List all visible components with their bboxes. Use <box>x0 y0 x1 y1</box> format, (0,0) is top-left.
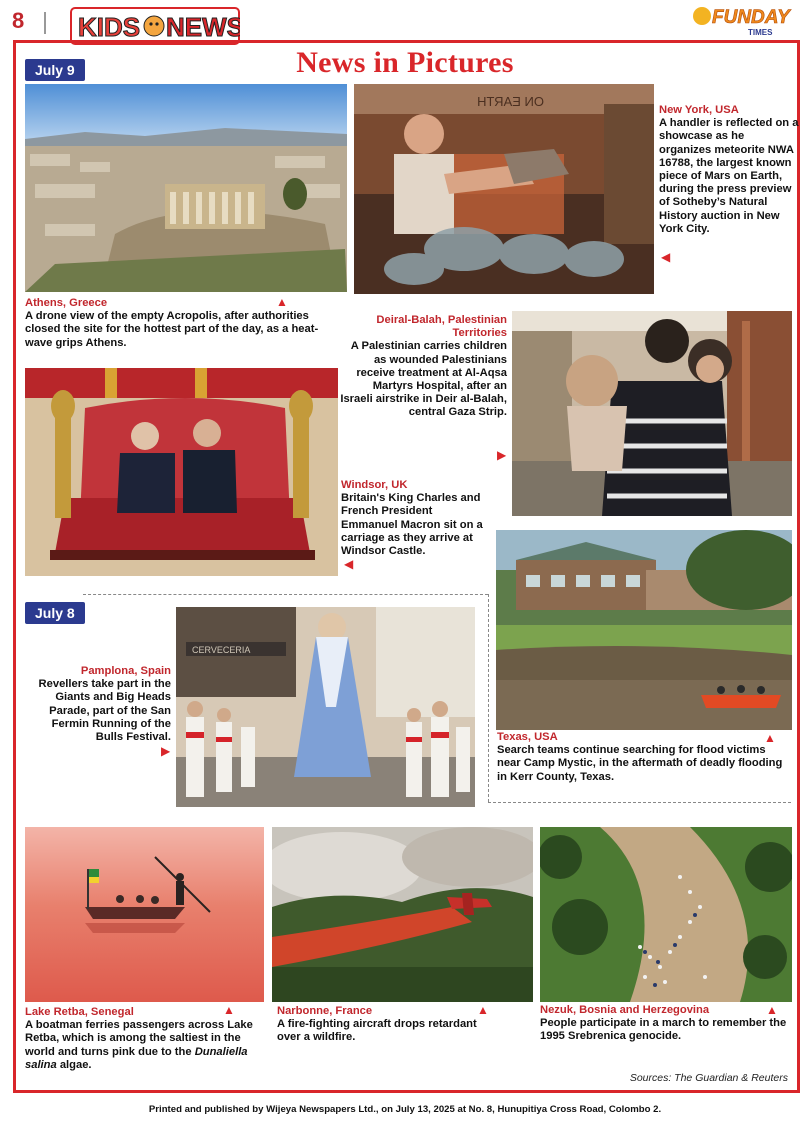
pointer-right-icon-2: ▶ <box>161 744 171 758</box>
location-gaza: Deiral-Balah, Palestinian Territories <box>376 314 507 340</box>
pointer-left-icon-2: ◀ <box>344 557 354 571</box>
caption-new-york <box>659 104 799 236</box>
text-texas: Search teams continue searching for flood victims near Camp Mystic, in the aftermath of deadly flooding in Kerr County, Texas. <box>497 744 783 783</box>
pointer-up-icon-5: ▲ <box>766 1003 778 1017</box>
caption-senegal <box>25 1006 265 1072</box>
divider-dashed-top <box>83 594 488 595</box>
text-nezuk: People participate in a march to remember the 1995 Srebrenica genocide. <box>540 1017 787 1043</box>
text-athens: A drone view of the empty Acropolis, after authorities closed the site for the hottest part of the day, as a heat-wave grips Athens. <box>25 310 319 349</box>
photo-texas-flood <box>496 530 792 730</box>
photo-narbonne-wildfire <box>272 827 533 1002</box>
pointer-left-icon: ◀ <box>661 250 671 264</box>
location-narbonne: Narbonne, France <box>277 1005 373 1017</box>
location-pamplona: Pamplona, Spain <box>80 665 171 677</box>
text-narbonne: A fire-fighting aircraft drops retardant over a wildfire. <box>277 1018 477 1044</box>
text-senegal-1: A boatman ferries passengers across Lake Retba, which is among the saltiest in the world and turns pink due to the <box>25 1019 253 1058</box>
location-senegal: Lake Retba, Senegal <box>25 1006 134 1018</box>
text-senegal-italic: Dunaliella salina <box>25 1045 248 1071</box>
text-gaza: A Palestinian carries children as wounded Palestinians receive treatment at Al-Aqsa Martyrs Hospital, after an Israeli airstrike in Deir al-Balah, central Gaza Strip. <box>340 340 507 419</box>
photo-new-york-meteorite <box>354 84 654 294</box>
caption-narbonne <box>277 1005 497 1045</box>
text-senegal-2: algae. <box>59 1058 92 1071</box>
svg-text:FUNDAY: FUNDAY <box>712 7 790 28</box>
photo-pamplona-parade <box>176 607 475 807</box>
caption-windsor <box>341 479 491 558</box>
pointer-up-icon-4: ▲ <box>477 1003 489 1017</box>
location-new-york: New York, USA <box>659 104 739 116</box>
photo-windsor-carriage <box>25 368 338 576</box>
date-badge-july-8: July 8 <box>25 602 85 624</box>
photo-nezuk-march <box>540 827 792 1002</box>
text-new-york: A handler is reflected on a showcase as he organizes meteorite NWA 16788, the largest known piece of Mars on Earth, during the press preview of Sotheby’s Natural History auction in New York City. <box>659 117 799 235</box>
page-title: News in Pictures <box>296 46 514 79</box>
caption-texas <box>497 731 791 784</box>
location-athens: Athens, Greece <box>25 297 108 309</box>
sources-credit: Sources: The Guardian & Reuters <box>629 1072 788 1084</box>
location-nezuk: Nezuk, Bosnia and Herzegovina <box>540 1004 710 1016</box>
svg-text:KIDS: KIDS <box>78 12 141 42</box>
header-divider <box>44 12 46 34</box>
text-pamplona: Revellers take part in the Giants and Big Heads Parade, part of the San Fermin Running of the Bulls Festival. <box>38 678 171 744</box>
caption-pamplona <box>25 665 171 744</box>
location-windsor: Windsor, UK <box>341 479 408 491</box>
pointer-right-icon: ▶ <box>497 448 507 462</box>
location-texas: Texas, USA <box>497 731 558 743</box>
photo-gaza-hospital <box>512 311 792 516</box>
caption-athens <box>25 297 335 350</box>
svg-text:NEWS: NEWS <box>166 12 240 42</box>
caption-gaza <box>340 314 507 420</box>
shop-sign-text: CERVECERIA <box>192 645 251 655</box>
divider-dashed-vertical <box>488 594 489 802</box>
date-badge-july-9: July 9 <box>25 59 85 81</box>
svg-text:TIMES: TIMES <box>748 28 773 37</box>
text-windsor: Britain's King Charles and French President Emmanuel Macron sit on a carriage as they arrive at Windsor Castle. <box>341 492 483 558</box>
pointer-up-icon-2: ▲ <box>764 731 776 745</box>
funday-times-logo <box>690 2 802 38</box>
pointer-up-icon: ▲ <box>276 295 288 309</box>
print-footer: Printed and published by Wijeya Newspapers Ltd., on July 13, 2025 at No. 8, Hunupitiya Cross Road, Colombo 2. <box>148 1104 662 1115</box>
pointer-up-icon-3: ▲ <box>223 1003 235 1017</box>
divider-dashed-bottom <box>488 802 791 803</box>
photo-lake-retba <box>25 827 264 1002</box>
photo-athens-acropolis <box>25 84 347 292</box>
showcase-text: ON EARTH <box>477 94 544 109</box>
page-number: 8 <box>12 8 25 33</box>
caption-nezuk <box>540 1004 790 1044</box>
